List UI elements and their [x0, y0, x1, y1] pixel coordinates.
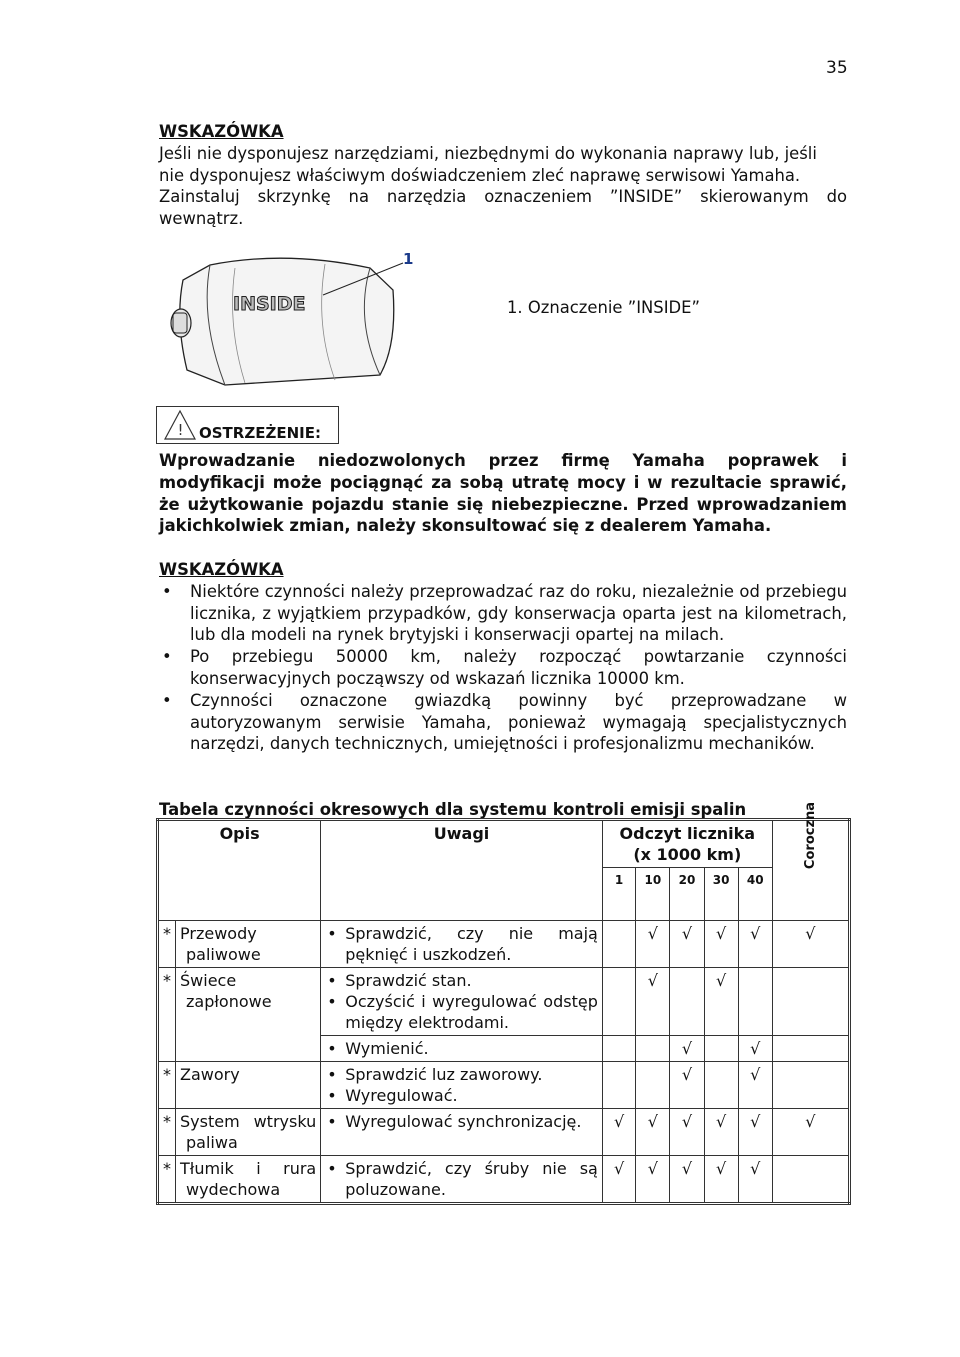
svg-text:!: ! — [177, 421, 184, 439]
check-cell — [704, 1036, 738, 1062]
note-heading: WSKAZÓWKA — [159, 122, 284, 141]
check-cell: √ — [636, 921, 670, 968]
check-cell — [602, 1062, 636, 1109]
row-remarks: • Sprawdzić luz zaworowy. • Wyregulować. — [321, 1062, 603, 1109]
toolbox-illustration — [165, 250, 420, 390]
note-paragraph: Jeśli nie dysponujesz narzędziami, niezbędnymi do wykonania naprawy lub, jeśli nie dysponujesz właściwym doświadczeniem zleć naprawę serwisowi Yamaha. — [159, 143, 817, 185]
note-bullet: • Po przebiegu 50000 km, należy rozpocząć powtarzanie czynności konserwacyjnych począwszy od wskazań licznika 10000 km. — [159, 646, 847, 690]
row-remarks: • Wymienić. — [321, 1036, 603, 1062]
note-heading: WSKAZÓWKA — [159, 560, 284, 579]
check-cell: √ — [670, 1109, 704, 1156]
check-cell — [602, 1036, 636, 1062]
check-cell: √ — [704, 1156, 738, 1204]
header-km: 10 — [636, 868, 670, 921]
inside-label: INSIDE — [233, 293, 306, 315]
header-km: 30 — [704, 868, 738, 921]
check-cell: √ — [738, 1062, 772, 1109]
check-cell — [636, 1062, 670, 1109]
check-cell — [738, 968, 772, 1036]
check-cell: √ — [704, 1109, 738, 1156]
star-mark: * — [158, 1109, 176, 1156]
check-cell: √ — [738, 1109, 772, 1156]
callout-number: 1 — [403, 250, 414, 268]
check-cell: √ — [704, 921, 738, 968]
check-cell — [772, 1036, 849, 1062]
row-description: Tłumik i rura wydechowa — [176, 1156, 321, 1204]
table-title: Tabela czynności okresowych dla systemu kontroli emisji spalin — [159, 800, 747, 819]
row-remarks: • Sprawdzić, czy śruby nie są poluzowane. — [321, 1156, 603, 1204]
header-km: 20 — [670, 868, 704, 921]
note-bottom — [159, 559, 847, 755]
row-description: Zawory — [176, 1062, 321, 1109]
warning-text: Wprowadzanie niedozwolonych przez firmę Yamaha poprawek i modyfikacji może pociągnąć za sobą utratę mocy i w rezultacie sprawić, że użytkowanie pojazdu stanie się niebezpieczne. Przed wprowadzaniem jakichkolwiek zmian, należy skonsultować się z dealerem Yamaha. — [159, 451, 847, 536]
check-cell: √ — [738, 1036, 772, 1062]
check-cell: √ — [670, 1156, 704, 1204]
star-mark: * — [158, 1156, 176, 1204]
check-cell: √ — [772, 921, 849, 968]
page-number: 35 — [826, 58, 848, 78]
header-annual: Coroczna — [772, 820, 849, 921]
check-cell — [602, 968, 636, 1036]
check-cell: √ — [602, 1109, 636, 1156]
header-km: 1 — [602, 868, 636, 921]
row-remarks: • Sprawdzić, czy nie mają pęknięć i uszkodzeń. — [321, 921, 603, 968]
star-mark: * — [158, 921, 176, 968]
note-bullet: • Niektóre czynności należy przeprowadzać raz do roku, niezależnie od przebiegu licznika, z wyjątkiem przypadków, gdy konserwacja oparta jest na kilometrach, lub dla modeli na rynek brytyjski i konserwacji opartej na milach. — [159, 581, 847, 646]
header-remarks: Uwagi — [321, 820, 603, 921]
star-mark: * — [158, 968, 176, 1062]
check-cell — [670, 968, 704, 1036]
row-remarks: • Wyregulować synchronizację. — [321, 1109, 603, 1156]
note-bullet: • Czynności oznaczone gwiazdką powinny być przeprowadzane w autoryzowanym serwisie Yamaha, ponieważ wymagają specjalistycznych narzędzi, danych technicznych, umiejętności i profesjonalizmu mechaników. — [159, 690, 847, 755]
check-cell — [772, 1156, 849, 1204]
note-bullet-list — [159, 581, 847, 755]
check-cell — [704, 1062, 738, 1109]
row-description: Świece zapłonowe — [176, 968, 321, 1062]
check-cell: √ — [636, 1109, 670, 1156]
note-paragraph: Zainstaluj skrzynkę na narzędzia oznaczeniem ”INSIDE” skierowanym do wewnątrz. — [159, 187, 847, 229]
toolbox-figure — [165, 250, 420, 390]
table-row — [158, 1156, 850, 1204]
check-cell: √ — [670, 1036, 704, 1062]
note-top — [159, 121, 847, 230]
check-cell: √ — [738, 921, 772, 968]
header-km: 40 — [738, 868, 772, 921]
check-cell: √ — [636, 1156, 670, 1204]
check-cell: √ — [636, 968, 670, 1036]
check-cell: √ — [772, 1109, 849, 1156]
check-cell: √ — [738, 1156, 772, 1204]
table-row — [158, 1062, 850, 1109]
header-description: Opis — [158, 820, 321, 921]
check-cell: √ — [670, 921, 704, 968]
check-cell: √ — [704, 968, 738, 1036]
check-cell — [772, 968, 849, 1036]
figure-caption: 1. Oznaczenie ”INSIDE” — [507, 298, 701, 317]
check-cell — [772, 1062, 849, 1109]
header-odometer: Odczyt licznika (x 1000 km) — [602, 820, 772, 868]
row-remarks: • Sprawdzić stan. • Oczyścić i wyregulować odstęp między elektrodami. — [321, 968, 603, 1036]
table-header-row — [158, 820, 850, 868]
check-cell: √ — [602, 1156, 636, 1204]
check-cell — [636, 1036, 670, 1062]
table-row — [158, 1109, 850, 1156]
table-row — [158, 921, 850, 968]
row-description: System wtrysku paliwa — [176, 1109, 321, 1156]
warning-title: OSTRZEŻENIE: — [199, 424, 321, 442]
row-description: Przewody paliwowe — [176, 921, 321, 968]
table-row — [158, 968, 850, 1036]
warning-box — [156, 406, 339, 444]
star-mark: * — [158, 1062, 176, 1109]
warning-triangle-icon — [163, 409, 197, 441]
check-cell: √ — [670, 1062, 704, 1109]
check-cell — [602, 921, 636, 968]
